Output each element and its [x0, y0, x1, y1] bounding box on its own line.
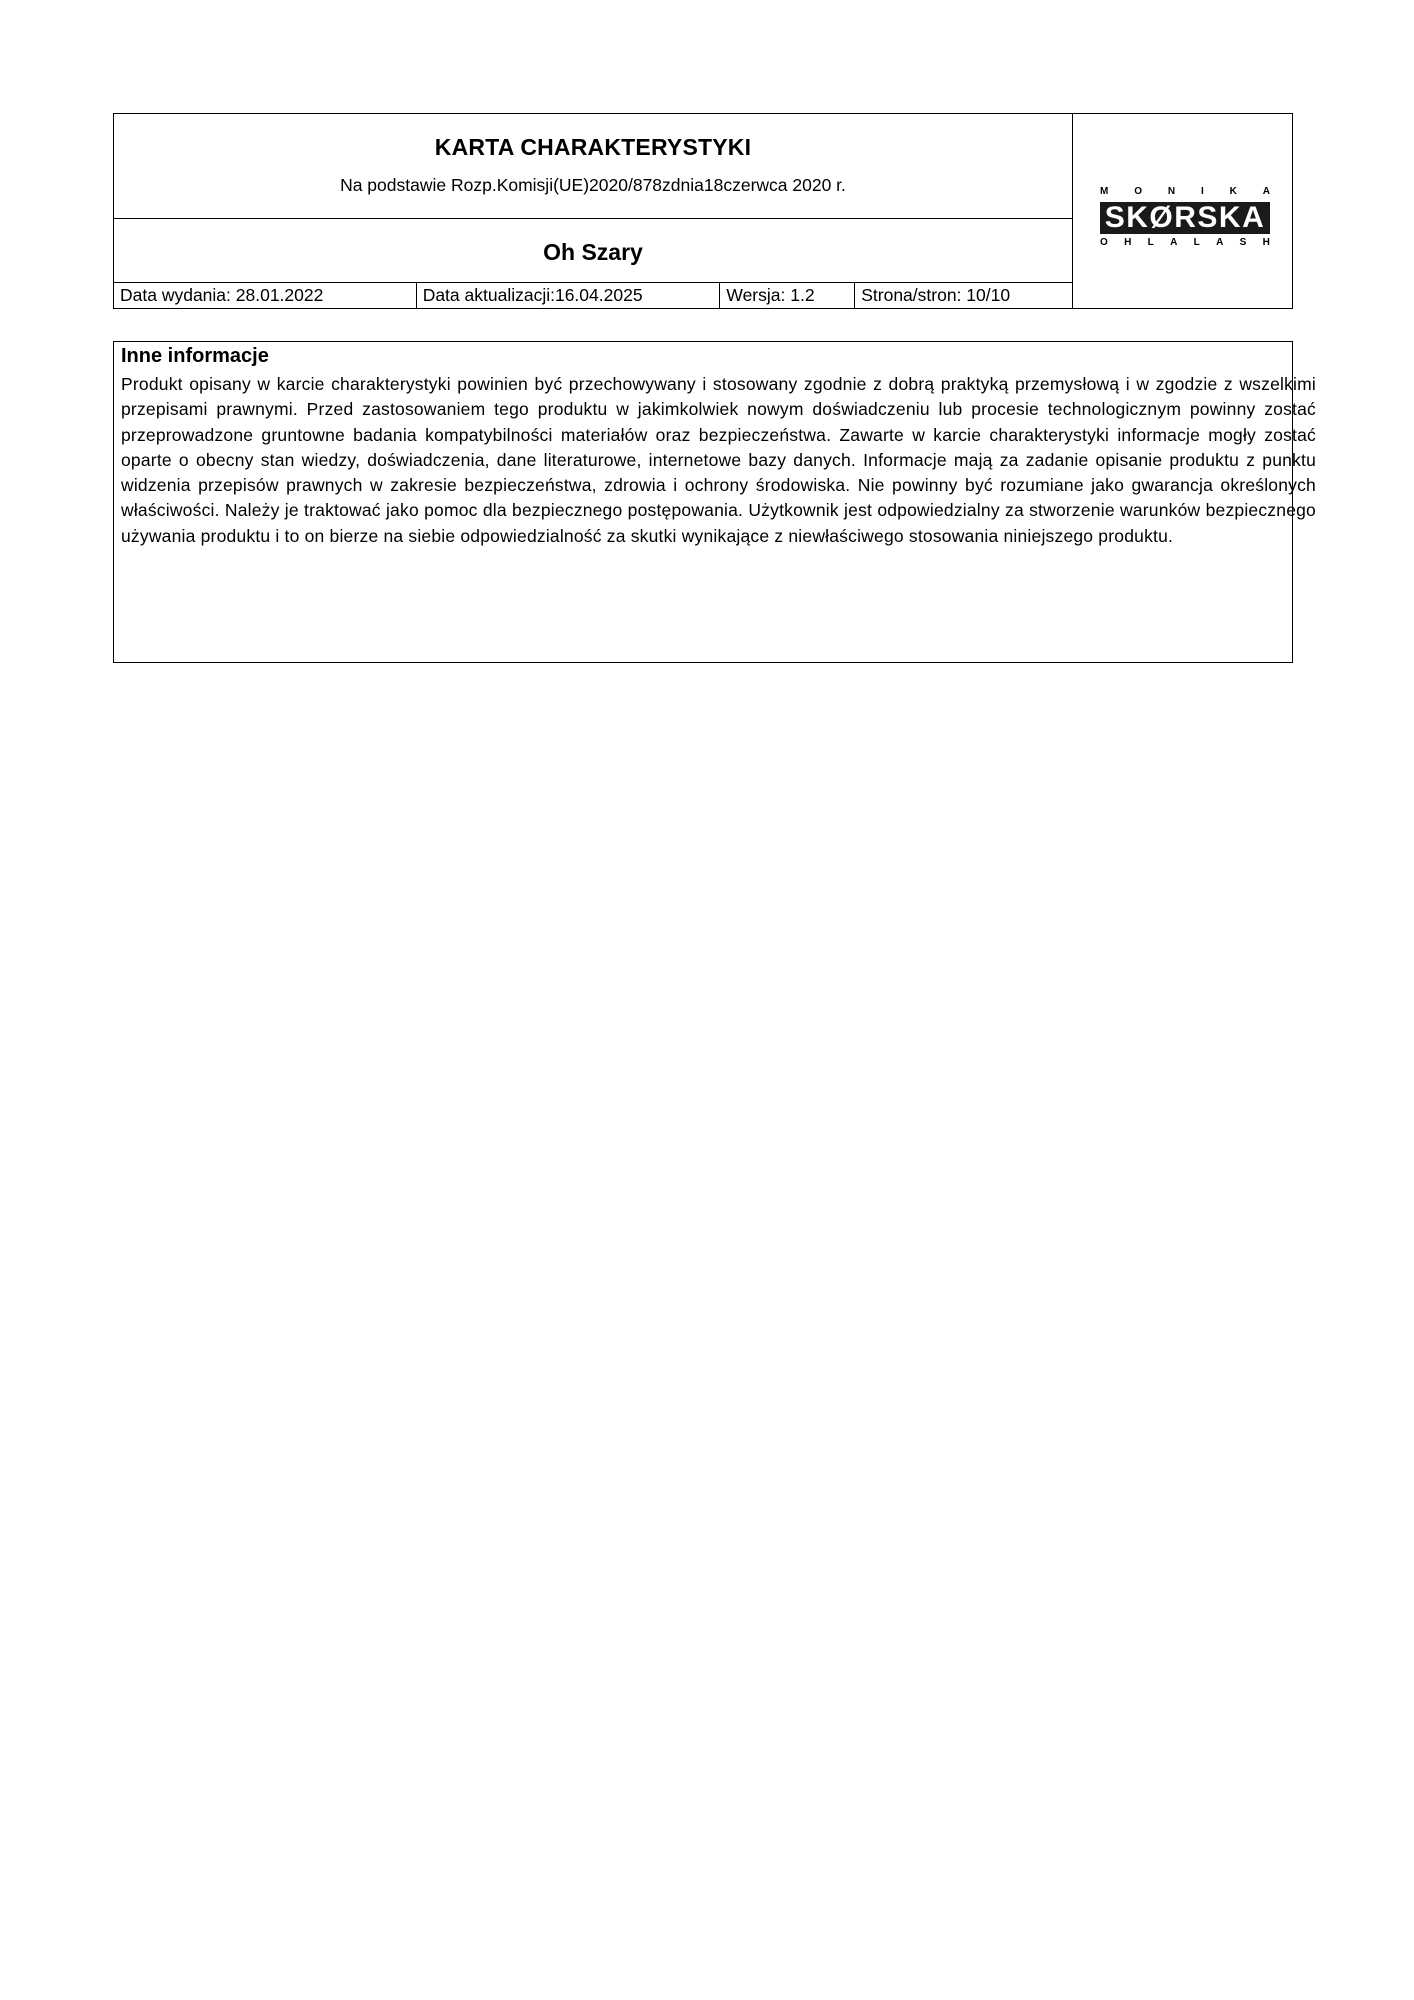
page-number: Strona/stron: 10/10 [861, 285, 1011, 305]
logo-bottom-line [1100, 237, 1270, 249]
brand-logo [1100, 186, 1270, 249]
logo-letter: S [1239, 237, 1247, 248]
version: Wersja: 1.2 [720, 283, 855, 308]
logo-top-line [1100, 186, 1270, 198]
logo-letter: L [1193, 237, 1200, 248]
product-cell [114, 219, 1072, 283]
logo-letter: A [1170, 237, 1178, 248]
update-date: Data aktualizacji:16.04.2025 [417, 283, 721, 308]
logo-main-text: SKØRSKA [1100, 202, 1270, 234]
logo-cell [1073, 114, 1292, 308]
logo-letter: M [1100, 186, 1109, 197]
logo-letter: H [1262, 237, 1270, 248]
document-subtitle: Na podstawie Rozp.Komisji(UE)2020/878zdnia18czerwca 2020 r. [340, 175, 846, 195]
logo-letter: L [1147, 237, 1154, 248]
logo-letter: H [1124, 237, 1132, 248]
logo-letter: O [1134, 186, 1142, 197]
document-title: KARTA CHARAKTERYSTYKI [434, 134, 752, 160]
logo-letter: O [1100, 237, 1108, 248]
logo-letter: A [1216, 237, 1224, 248]
header-info [114, 114, 1073, 308]
title-cell [114, 114, 1072, 219]
section-heading: Inne informacje [121, 345, 269, 367]
product-name: Oh Szary [543, 239, 643, 265]
logo-letter: K [1229, 186, 1237, 197]
logo-letter: I [1200, 186, 1204, 197]
logo-letter: A [1262, 186, 1270, 197]
issue-date: Data wydania: 28.01.2022 [114, 283, 417, 308]
meta-row [114, 283, 1072, 308]
logo-letter: N [1167, 186, 1176, 197]
document-header [113, 113, 1293, 309]
section-body-text: Produkt opisany w karcie charakterystyki powinien być przechowywany i stosowany zgodnie z dobrą praktyką przemysłową i w zgodzie z wszelkimi przepisami prawnymi. Przed zastosowaniem tego produktu w jakimkolwiek nowym doświadczeniu lub procesie technologicznym powinny zostać przeprowadzone gruntowne badania kompatybilności materiałów oraz bezpieczeństwa. Zawarte w karcie charakterystyki informacje mogły zostać oparte o obecny stan wiedzy, doświadczenia, dane literaturowe, internetowe bazy danych. Informacje mają za zadanie opisanie produktu z punktu widzenia przepisów prawnych w zakresie bezpieczeństwa, zdrowia i ochrony środowiska. Nie powinny być rozumiane jako gwarancja określonych właściwości. Należy je traktować jako pomoc dla bezpiecznego postępowania. Użytkownik jest odpowiedzialny za stworzenie warunków bezpiecznego używania produktu i to on bierze na siebie odpowiedzialność za skutki wynikające z niewłaściwego stosowania niniejszego produktu. [121, 374, 1316, 546]
section-other-information [113, 341, 1316, 663]
